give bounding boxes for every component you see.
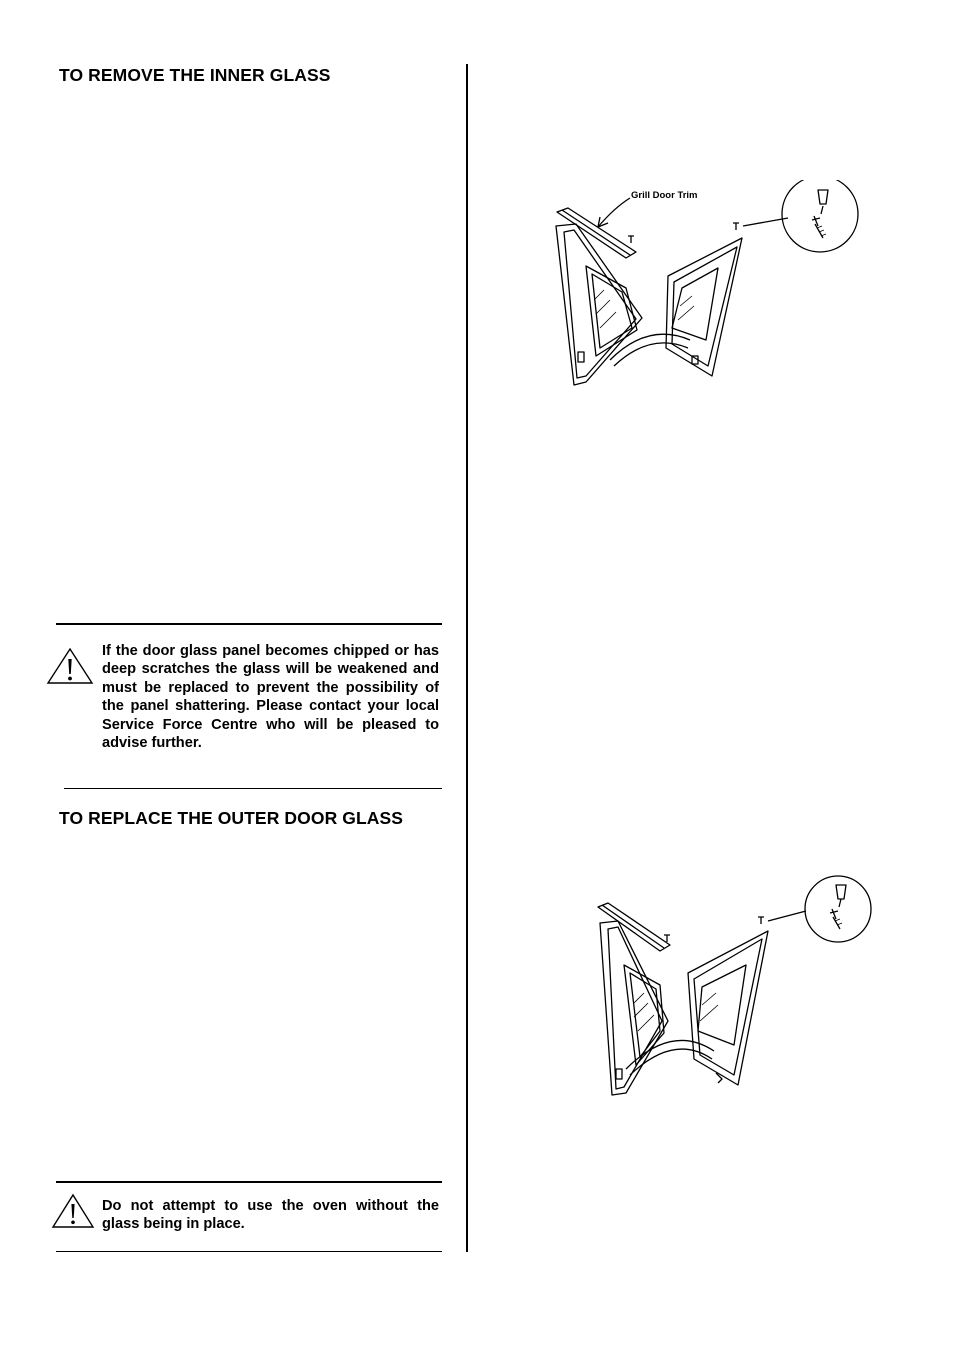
column-divider: [466, 64, 468, 1252]
warning-bottom-rule: [64, 788, 442, 789]
warning-chipped-text: If the door glass panel becomes chipped or has deep scratches the glass will be weakened and must be replaced to prevent the possibility of the panel shattering. Please contact your local Service Force Centre who will be pleased to advise further.: [102, 643, 439, 752]
warning-bottom-rule: [56, 1251, 442, 1252]
door-trim-removal-illustration: [540, 180, 870, 395]
warning-triangle-icon: [46, 647, 94, 685]
warning-top-rule: [56, 623, 442, 625]
outer-glass-heading: TO REPLACE THE OUTER DOOR GLASS: [59, 808, 404, 828]
warning-top-rule: [56, 1181, 442, 1183]
grill-door-trim-callout: Grill Door Trim: [631, 190, 698, 201]
warning-triangle-icon: [51, 1193, 95, 1229]
inner-glass-heading: TO REMOVE THE INNER GLASS: [59, 65, 331, 85]
outer-glass-replacement-illustration: [590, 873, 880, 1103]
warning-in-place-text: Do not attempt to use the oven without the glass being in place.: [102, 1198, 439, 1233]
